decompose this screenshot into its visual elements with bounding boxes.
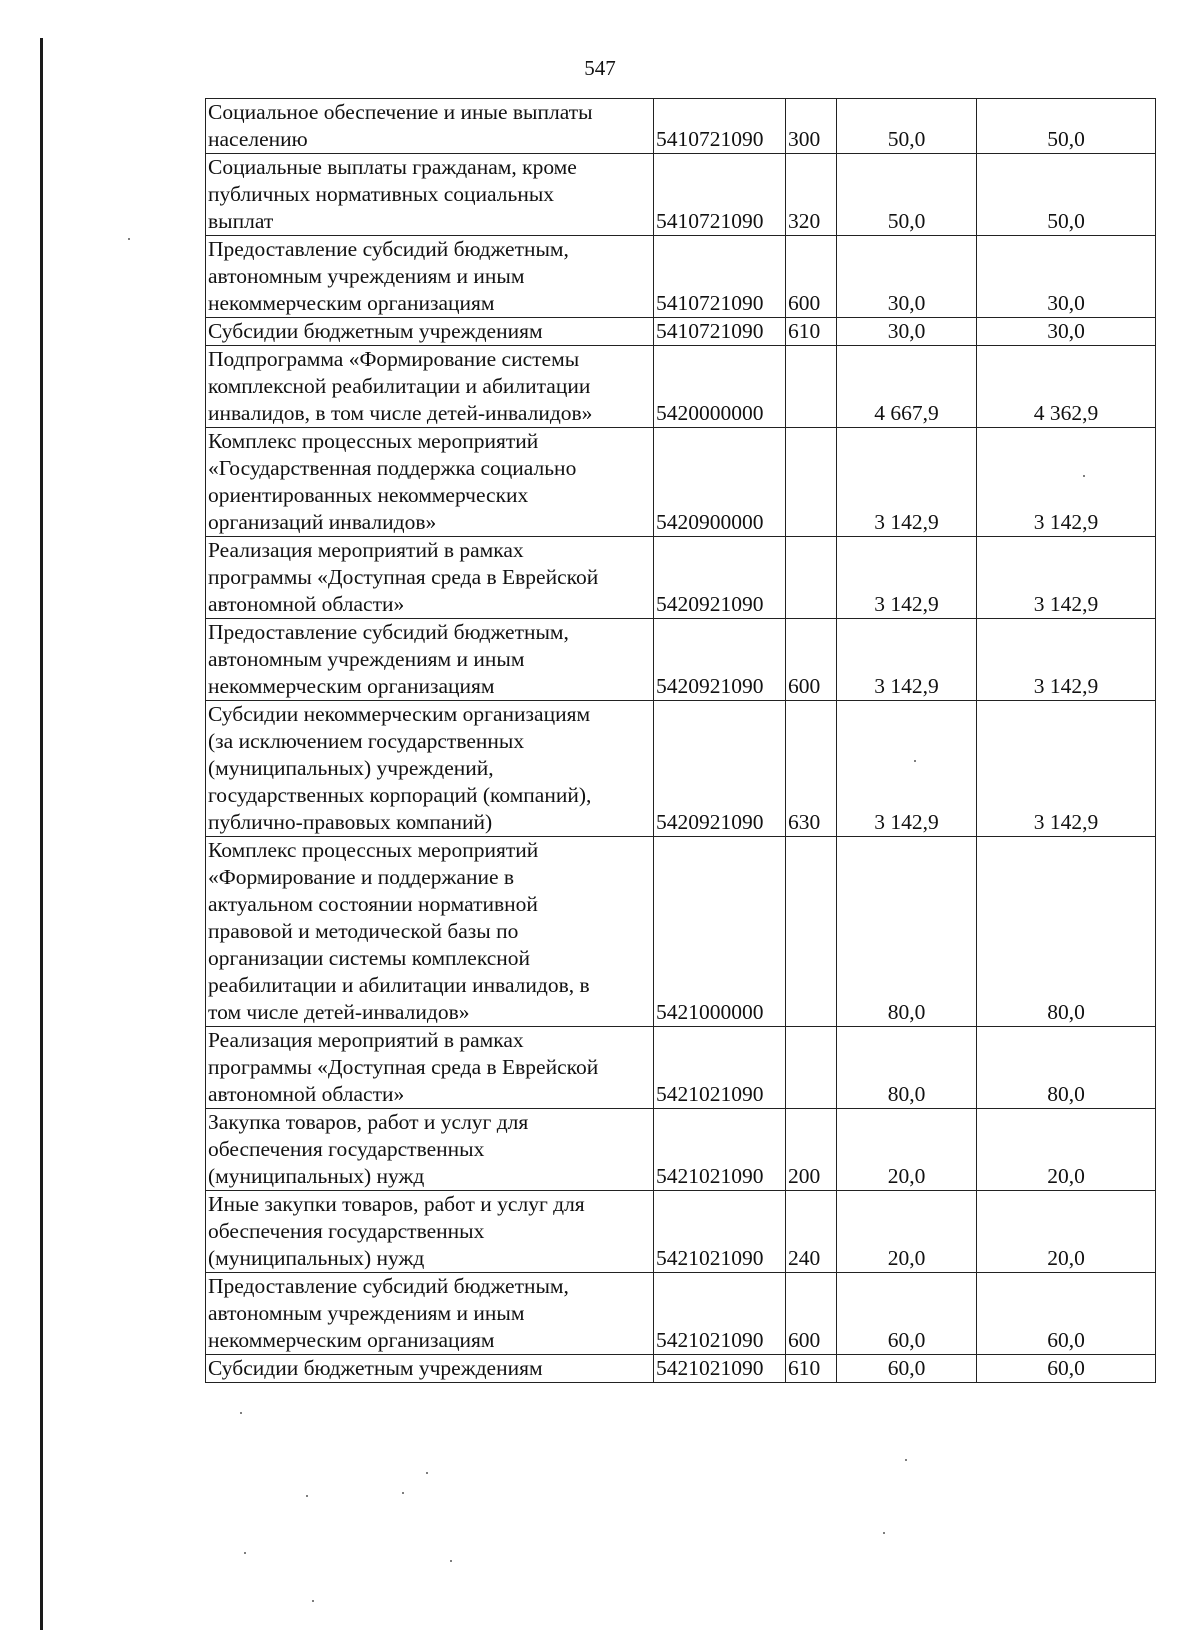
table-row (206, 154, 1156, 236)
row-amount-year1-cell: 3 142,9 (837, 537, 977, 619)
row-code-cell: 5420000000 (654, 346, 786, 428)
row-expense-type-cell: 630 (786, 701, 837, 837)
scan-speck (426, 1472, 428, 1474)
row-amount-year1-cell: 20,0 (837, 1191, 977, 1273)
row-code-cell: 5421021090 (654, 1355, 786, 1383)
scan-speck (306, 1495, 308, 1497)
row-name-cell: Субсидии некоммерческим организациям (за исключением государственных (муниципальных) учреждений, государственных корпораций (компаний), публично-правовых компаний) (206, 701, 654, 837)
row-amount-year1-cell: 4 667,9 (837, 346, 977, 428)
table-row (206, 1273, 1156, 1355)
budget-table (205, 98, 1156, 1383)
scan-speck (883, 1532, 885, 1534)
row-code-cell: 5420921090 (654, 619, 786, 701)
row-amount-year2-cell: 3 142,9 (977, 619, 1156, 701)
row-amount-year1-cell: 3 142,9 (837, 428, 977, 537)
table-row (206, 1355, 1156, 1383)
row-expense-type-cell: 600 (786, 619, 837, 701)
row-amount-year1-cell: 50,0 (837, 154, 977, 236)
row-name-cell: Социальные выплаты гражданам, кроме публичных нормативных социальных выплат (206, 154, 654, 236)
scan-speck (914, 760, 916, 762)
row-amount-year2-cell: 20,0 (977, 1191, 1156, 1273)
row-name-cell: Субсидии бюджетным учреждениям (206, 1355, 654, 1383)
row-name-cell: Социальное обеспечение и иные выплаты населению (206, 99, 654, 154)
row-name-cell: Реализация мероприятий в рамках программы «Доступная среда в Еврейской автономной области» (206, 537, 654, 619)
scan-speck (128, 238, 130, 240)
row-expense-type-cell: 240 (786, 1191, 837, 1273)
row-amount-year2-cell: 60,0 (977, 1355, 1156, 1383)
row-amount-year1-cell: 3 142,9 (837, 701, 977, 837)
scan-speck (905, 1459, 907, 1461)
row-amount-year2-cell: 3 142,9 (977, 701, 1156, 837)
row-code-cell: 5410721090 (654, 99, 786, 154)
row-amount-year2-cell: 80,0 (977, 837, 1156, 1027)
row-amount-year1-cell: 60,0 (837, 1355, 977, 1383)
row-expense-type-cell: 300 (786, 99, 837, 154)
left-margin-rule (40, 38, 43, 1630)
page-number: 547 (584, 56, 616, 80)
row-amount-year2-cell: 80,0 (977, 1027, 1156, 1109)
row-amount-year2-cell: 50,0 (977, 99, 1156, 154)
row-expense-type-cell (786, 428, 837, 537)
row-amount-year1-cell: 80,0 (837, 837, 977, 1027)
row-amount-year2-cell: 60,0 (977, 1273, 1156, 1355)
row-amount-year1-cell: 50,0 (837, 99, 977, 154)
scan-speck (244, 1552, 246, 1554)
table-row (206, 318, 1156, 346)
row-name-cell: Реализация мероприятий в рамках программы «Доступная среда в Еврейской автономной области» (206, 1027, 654, 1109)
table-row (206, 537, 1156, 619)
row-amount-year2-cell: 20,0 (977, 1109, 1156, 1191)
row-expense-type-cell (786, 537, 837, 619)
row-code-cell: 5421021090 (654, 1109, 786, 1191)
table-row (206, 99, 1156, 154)
row-amount-year1-cell: 20,0 (837, 1109, 977, 1191)
row-expense-type-cell: 600 (786, 236, 837, 318)
row-code-cell: 5421000000 (654, 837, 786, 1027)
row-amount-year2-cell: 30,0 (977, 318, 1156, 346)
row-name-cell: Субсидии бюджетным учреждениям (206, 318, 654, 346)
table-row (206, 236, 1156, 318)
row-amount-year2-cell: 3 142,9 (977, 428, 1156, 537)
scan-speck (1083, 475, 1085, 477)
table-row (206, 837, 1156, 1027)
row-expense-type-cell (786, 837, 837, 1027)
row-expense-type-cell: 200 (786, 1109, 837, 1191)
row-code-cell: 5421021090 (654, 1273, 786, 1355)
row-code-cell: 5420921090 (654, 537, 786, 619)
table-row (206, 1109, 1156, 1191)
row-amount-year1-cell: 30,0 (837, 318, 977, 346)
row-expense-type-cell (786, 346, 837, 428)
row-code-cell: 5410721090 (654, 318, 786, 346)
row-amount-year2-cell: 30,0 (977, 236, 1156, 318)
row-amount-year2-cell: 4 362,9 (977, 346, 1156, 428)
table-row (206, 346, 1156, 428)
scan-speck (312, 1600, 314, 1602)
table-row (206, 1027, 1156, 1109)
row-name-cell: Иные закупки товаров, работ и услуг для обеспечения государственных (муниципальных) нужд (206, 1191, 654, 1273)
row-expense-type-cell (786, 1027, 837, 1109)
row-code-cell: 5410721090 (654, 154, 786, 236)
row-expense-type-cell: 600 (786, 1273, 837, 1355)
table-row (206, 619, 1156, 701)
table-body (206, 99, 1156, 1383)
row-name-cell: Предоставление субсидий бюджетным, автономным учреждениям и иным некоммерческим организациям (206, 236, 654, 318)
row-expense-type-cell: 320 (786, 154, 837, 236)
row-name-cell: Комплекс процессных мероприятий «Формирование и поддержание в актуальном состоянии нормативной правовой и методической базы по организации системы комплексной реабилитации и абилитации инвалидов, в том числе детей-инвалидов» (206, 837, 654, 1027)
row-amount-year1-cell: 3 142,9 (837, 619, 977, 701)
row-code-cell: 5421021090 (654, 1027, 786, 1109)
row-amount-year2-cell: 50,0 (977, 154, 1156, 236)
row-code-cell: 5420900000 (654, 428, 786, 537)
row-name-cell: Подпрограмма «Формирование системы комплексной реабилитации и абилитации инвалидов, в том числе детей-инвалидов» (206, 346, 654, 428)
row-code-cell: 5410721090 (654, 236, 786, 318)
row-expense-type-cell: 610 (786, 318, 837, 346)
row-amount-year2-cell: 3 142,9 (977, 537, 1156, 619)
row-expense-type-cell: 610 (786, 1355, 837, 1383)
row-amount-year1-cell: 30,0 (837, 236, 977, 318)
scan-speck (402, 1492, 404, 1494)
row-name-cell: Закупка товаров, работ и услуг для обеспечения государственных (муниципальных) нужд (206, 1109, 654, 1191)
row-amount-year1-cell: 80,0 (837, 1027, 977, 1109)
scan-speck (450, 1560, 452, 1562)
table-row (206, 1191, 1156, 1273)
row-name-cell: Предоставление субсидий бюджетным, автономным учреждениям и иным некоммерческим организациям (206, 1273, 654, 1355)
scan-speck (240, 1412, 242, 1414)
row-name-cell: Комплекс процессных мероприятий «Государственная поддержка социально ориентированных некоммерческих организаций инвалидов» (206, 428, 654, 537)
row-code-cell: 5421021090 (654, 1191, 786, 1273)
row-code-cell: 5420921090 (654, 701, 786, 837)
row-name-cell: Предоставление субсидий бюджетным, автономным учреждениям и иным некоммерческим организациям (206, 619, 654, 701)
row-amount-year1-cell: 60,0 (837, 1273, 977, 1355)
table-row (206, 701, 1156, 837)
table-row (206, 428, 1156, 537)
